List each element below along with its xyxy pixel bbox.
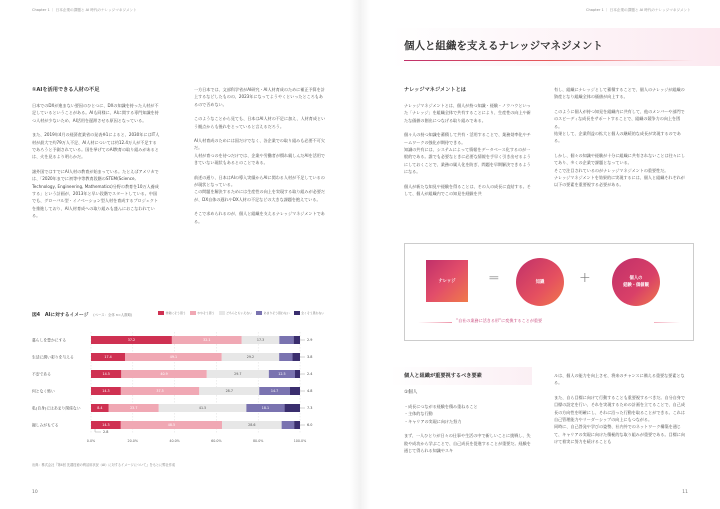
data-label: 12.5 [278, 372, 286, 377]
data-label: 14.7 [270, 389, 279, 394]
chart-title-text: AIに対するイメージ [44, 313, 89, 318]
data-label: 23.7 [130, 406, 138, 411]
category-label: 親しみがもてる [32, 422, 59, 428]
data-label: 8.4 [97, 406, 103, 411]
equals-sign: = [488, 270, 500, 286]
bar-segment [294, 421, 300, 429]
data-label: 2.9 [307, 338, 313, 343]
diagram-caption: ”自社の業務に活きる形”に変換することが重要 [456, 318, 543, 323]
running-header: Chapter 1 ｜ 日本企業の課題と AI 時代のナレッジマネジメント [586, 8, 691, 12]
legend-swatch [219, 311, 225, 315]
data-label: 4.8 [307, 389, 313, 394]
experience-circle: 個人の 経験・価値観 [612, 258, 660, 306]
legend-item [190, 311, 215, 315]
paragraph: 諸外国ではすでにAI人材の教育が始まっている。たとえばアメリカでは、「2020年までに初等中等教育段階のSTEM(Science, Technology, Engineering, Mathematics)分野の教育を10万人養成する」という計画が、2013年と早い段階でスタートしている。中国でも、グローバル型・イノベーション型人材を育成するプロジェクトを推進しており、AI人材育成への取り組みも盛んにおこなわれている。 [32, 168, 159, 219]
figure-label: 図4 [32, 313, 41, 318]
data-label: 29.7 [234, 372, 242, 377]
data-label: 37.5 [156, 389, 164, 394]
section-heading: ナレッジマネジメントとは [404, 87, 466, 93]
legend-item [219, 311, 253, 315]
data-label: 40.9 [160, 372, 168, 377]
x-tick-label: 100.0% [293, 439, 307, 443]
data-label: 14.3 [102, 423, 110, 428]
list-item: ・キャリアの実現に向けた努力 [404, 418, 462, 424]
paragraph: そこで求められるのが、個人と組織を支えるナレッジマネジメントである。 [194, 211, 325, 224]
bar-segment [279, 336, 293, 344]
column-individual [554, 372, 686, 446]
bar-segment [294, 336, 300, 344]
legend-label: 全くそう思わない [301, 311, 325, 315]
data-label: 28.7 [225, 389, 233, 394]
column-elements [404, 372, 532, 454]
data-label: 17.3 [256, 338, 265, 343]
running-header: Chapter 1 ｜ 日本企業の課題と AI 時代のナレッジマネジメント [32, 8, 137, 12]
paragraph: また、2019年4月の経済産業省の発表※1によると、2030年にはIT人材が最大で約79万人不足、AI人材については約12.4万人が不足するであろうと予測されている。国を挙げてのAI教育の取り組みがあるとは、火を見るより明らかだ。 [32, 132, 160, 160]
data-label: 7.3 [307, 406, 313, 411]
data-label: 37.2 [127, 338, 136, 343]
list-item: ・主体的な行動 [404, 411, 433, 417]
bar-segment [293, 353, 300, 361]
paragraph: 個人が新たな知見や経験を得ることは、その人の成長に直結する。そして、個人が組織内でこの知見を経験を共 [404, 183, 531, 197]
page-number: 11 [682, 490, 688, 495]
x-tick-label: 40.0% [169, 439, 180, 443]
data-label: 18.1 [261, 406, 270, 411]
paragraph: しかし、個々の知識や経験が十分に組織に共有されないことは往々にしてあり、多くの企業で課題となっている。 そこで注目されているのがナレッジマネジメントの重要性だ。 ナレッジマネジメントを効果的に実現するには、個人と組織それぞれが以下の要素を重要視する必要がある。 [554, 152, 685, 188]
column-ai-education [194, 86, 326, 225]
sub-heading: ①個人 [404, 390, 418, 395]
section-heading: ①AIを活用できる人材の不足 [32, 87, 100, 93]
plus-sign: + [579, 270, 591, 286]
data-label: 2.4 [307, 372, 313, 377]
chart-legend [158, 311, 324, 315]
paragraph: 一方日本では、文部科学省がAI研究・AI人材育成のために補正予算を計上するなどしたものの、2023年になってようやくといったところもあるので否めない。 [194, 87, 325, 107]
legend-swatch [190, 311, 196, 315]
x-tick-label: 20.0% [127, 439, 139, 443]
category-label: 何となく怖い [32, 388, 55, 394]
paragraph: このようなことから見ても、日本はAI人材の不足に加え、人材育成という観点からも後れをとっていると言えるだろう。 [194, 116, 326, 129]
bar-segment [279, 353, 292, 361]
column-km-definition [404, 86, 532, 197]
legend-swatch [294, 311, 300, 315]
data-label: 17.4 [104, 355, 112, 360]
data-label: 3.8 [307, 355, 313, 360]
legend-label: あまりそう思わない [263, 311, 290, 315]
legend-label: ややそう思う [197, 311, 215, 315]
bar-segment [285, 404, 300, 412]
category-label: 暮らしを豊かにする [32, 337, 67, 343]
paragraph: 前述の通り、日本はAIの導入実績からAIに関わる人材が不足しているのが現状となっている。 この問題を解決するためには生産性の向上を実現する取り組みが必要だが、DX自体の遅れやDX人材の不足などの大きな課題を抱えている。 [194, 174, 325, 202]
bar-segment [290, 387, 300, 395]
bar-segment [295, 370, 300, 378]
paragraph: 個々人の持つ知識を蓄積して共有・活用することで、業務効率化やチームワークの強化が期待できる。 知識の共有には、システムによって情報をデータベース化するのが一般的である。誰でも必要なときに必要な情報を手早く引き出せるようにしておくことで、業務の属人化を防ぎ、問題を早期解決できるようになる。 [404, 132, 531, 175]
spine-shadow [350, 0, 370, 509]
paragraph: このように個人が持つ知見を組織内に共有して、他のメンバーや部門でのスピーディな成長をサポートすることで、組織の競争力の向上を図る。 結果として、企業利益の拡大と個人の継続的な成長が実現するのである。 [554, 108, 685, 144]
legend-item [294, 311, 325, 315]
data-label: 49.1 [169, 355, 178, 360]
paragraph: 日本でのDXが進まない要因のひとつに、DXの知識を持った人材が不足しているということがある。AIも同様に、AIに関する専門知識を持つ人材が少ないため、AI活用を遅滞させる原因となっている。 [32, 103, 159, 123]
data-label: 14.3 [102, 389, 110, 394]
x-tick-label: 60.0% [211, 439, 222, 443]
chart-subtitle: (ベース：全体 n=人数略) [93, 313, 133, 317]
category-label: 不安である [32, 371, 51, 377]
chart-source: 出典：株式会社『第4回 先端技術の利活用状況（AI）に対するイメージについて』をもとに弊社作成 [32, 463, 176, 467]
element-list [404, 403, 532, 425]
knowledge-circle: 知識 [516, 258, 564, 306]
bar-segment [282, 421, 295, 429]
legend-label: 非常にそう思う [165, 311, 186, 315]
data-label: 41.5 [198, 406, 207, 411]
paragraph: また、自ら目標に向けて行動することも重要視するべきだ。自分自身で目標の設定を行い、それを実現するための計画を立てることで、自己成長の方向性を明確にし、それに沿った行動を取ることができる。これは自己管理能力やリーダーシップの向上にもつながる。 同時に、自己啓発や学びの姿勢、社内外でのネットワーク構築を通じて、キャリアの実現に向けた積極的な取り組みが重要である。目標に向けて着実に努力を続けることも [554, 394, 685, 445]
paragraph: ルは、個人の能力を向上させ、将来のチャンスに備える重要な要素となる。 [554, 373, 685, 386]
data-label: 2.8 [103, 430, 109, 435]
section-heading: 個人と組織が重要視するべき要素 [404, 373, 482, 379]
data-label: 48.5 [167, 423, 176, 428]
title-underline [404, 60, 694, 61]
paragraph: 有し、組織にナレッジとして蓄積することで、個人のナレッジが組織の資産となり組織全体の価値が向上する。 [554, 87, 685, 100]
data-label: 29.2 [246, 355, 255, 360]
knowledge-square: ナレッジ [426, 260, 468, 302]
x-tick-label: 0.0% [86, 439, 96, 443]
data-label: 28.6 [248, 423, 256, 428]
page-number: 10 [32, 490, 38, 495]
legend-swatch [158, 311, 164, 315]
data-label: 14.5 [102, 372, 110, 377]
chart-title [32, 311, 132, 318]
data-label: 32.1 [203, 338, 211, 343]
stacked-bar-chart [0, 322, 360, 462]
legend-label: どちらともいえない [226, 311, 253, 315]
list-item: ・成長につながる経験を積み重ねること [404, 404, 478, 409]
paragraph: まず、一人ひとりが日々の仕事や生活の中で新しいことに挑戦し、失敗や成功から学ぶことで、自己成長を促進することが重要だ。経験を通じて得られる知識やスキ [404, 433, 531, 454]
paragraph: ナレッジマネジメントとは、個人が持つ知識・経験・ノウハウといった「ナレッジ」を組織全体で共有することにより、生産性の向上や新たな価値の創出につなげる取り組みである。 [404, 103, 531, 123]
category-label: 生活に潤い彩りを与える [32, 354, 74, 360]
legend-item [256, 311, 290, 315]
column-km-value [554, 86, 686, 189]
paragraph: AI人材育成のためには国だけでなく、各企業での取り組みも必要不可欠だ。 人材が育つのを待つだけでは、企業や労働者が慣れ親しんだAIを活用できていない現状もあるとのことである。 [194, 138, 325, 166]
x-tick-label: 80.0% [252, 439, 264, 443]
page-title: 個人と組織を支えるナレッジマネジメント [404, 40, 603, 52]
legend-swatch [256, 311, 262, 315]
data-label: 6.0 [307, 423, 313, 428]
column-ai-talent [32, 86, 160, 220]
legend-item [158, 311, 186, 315]
category-label: 私(自身)にはあまり関係ない [32, 405, 81, 411]
